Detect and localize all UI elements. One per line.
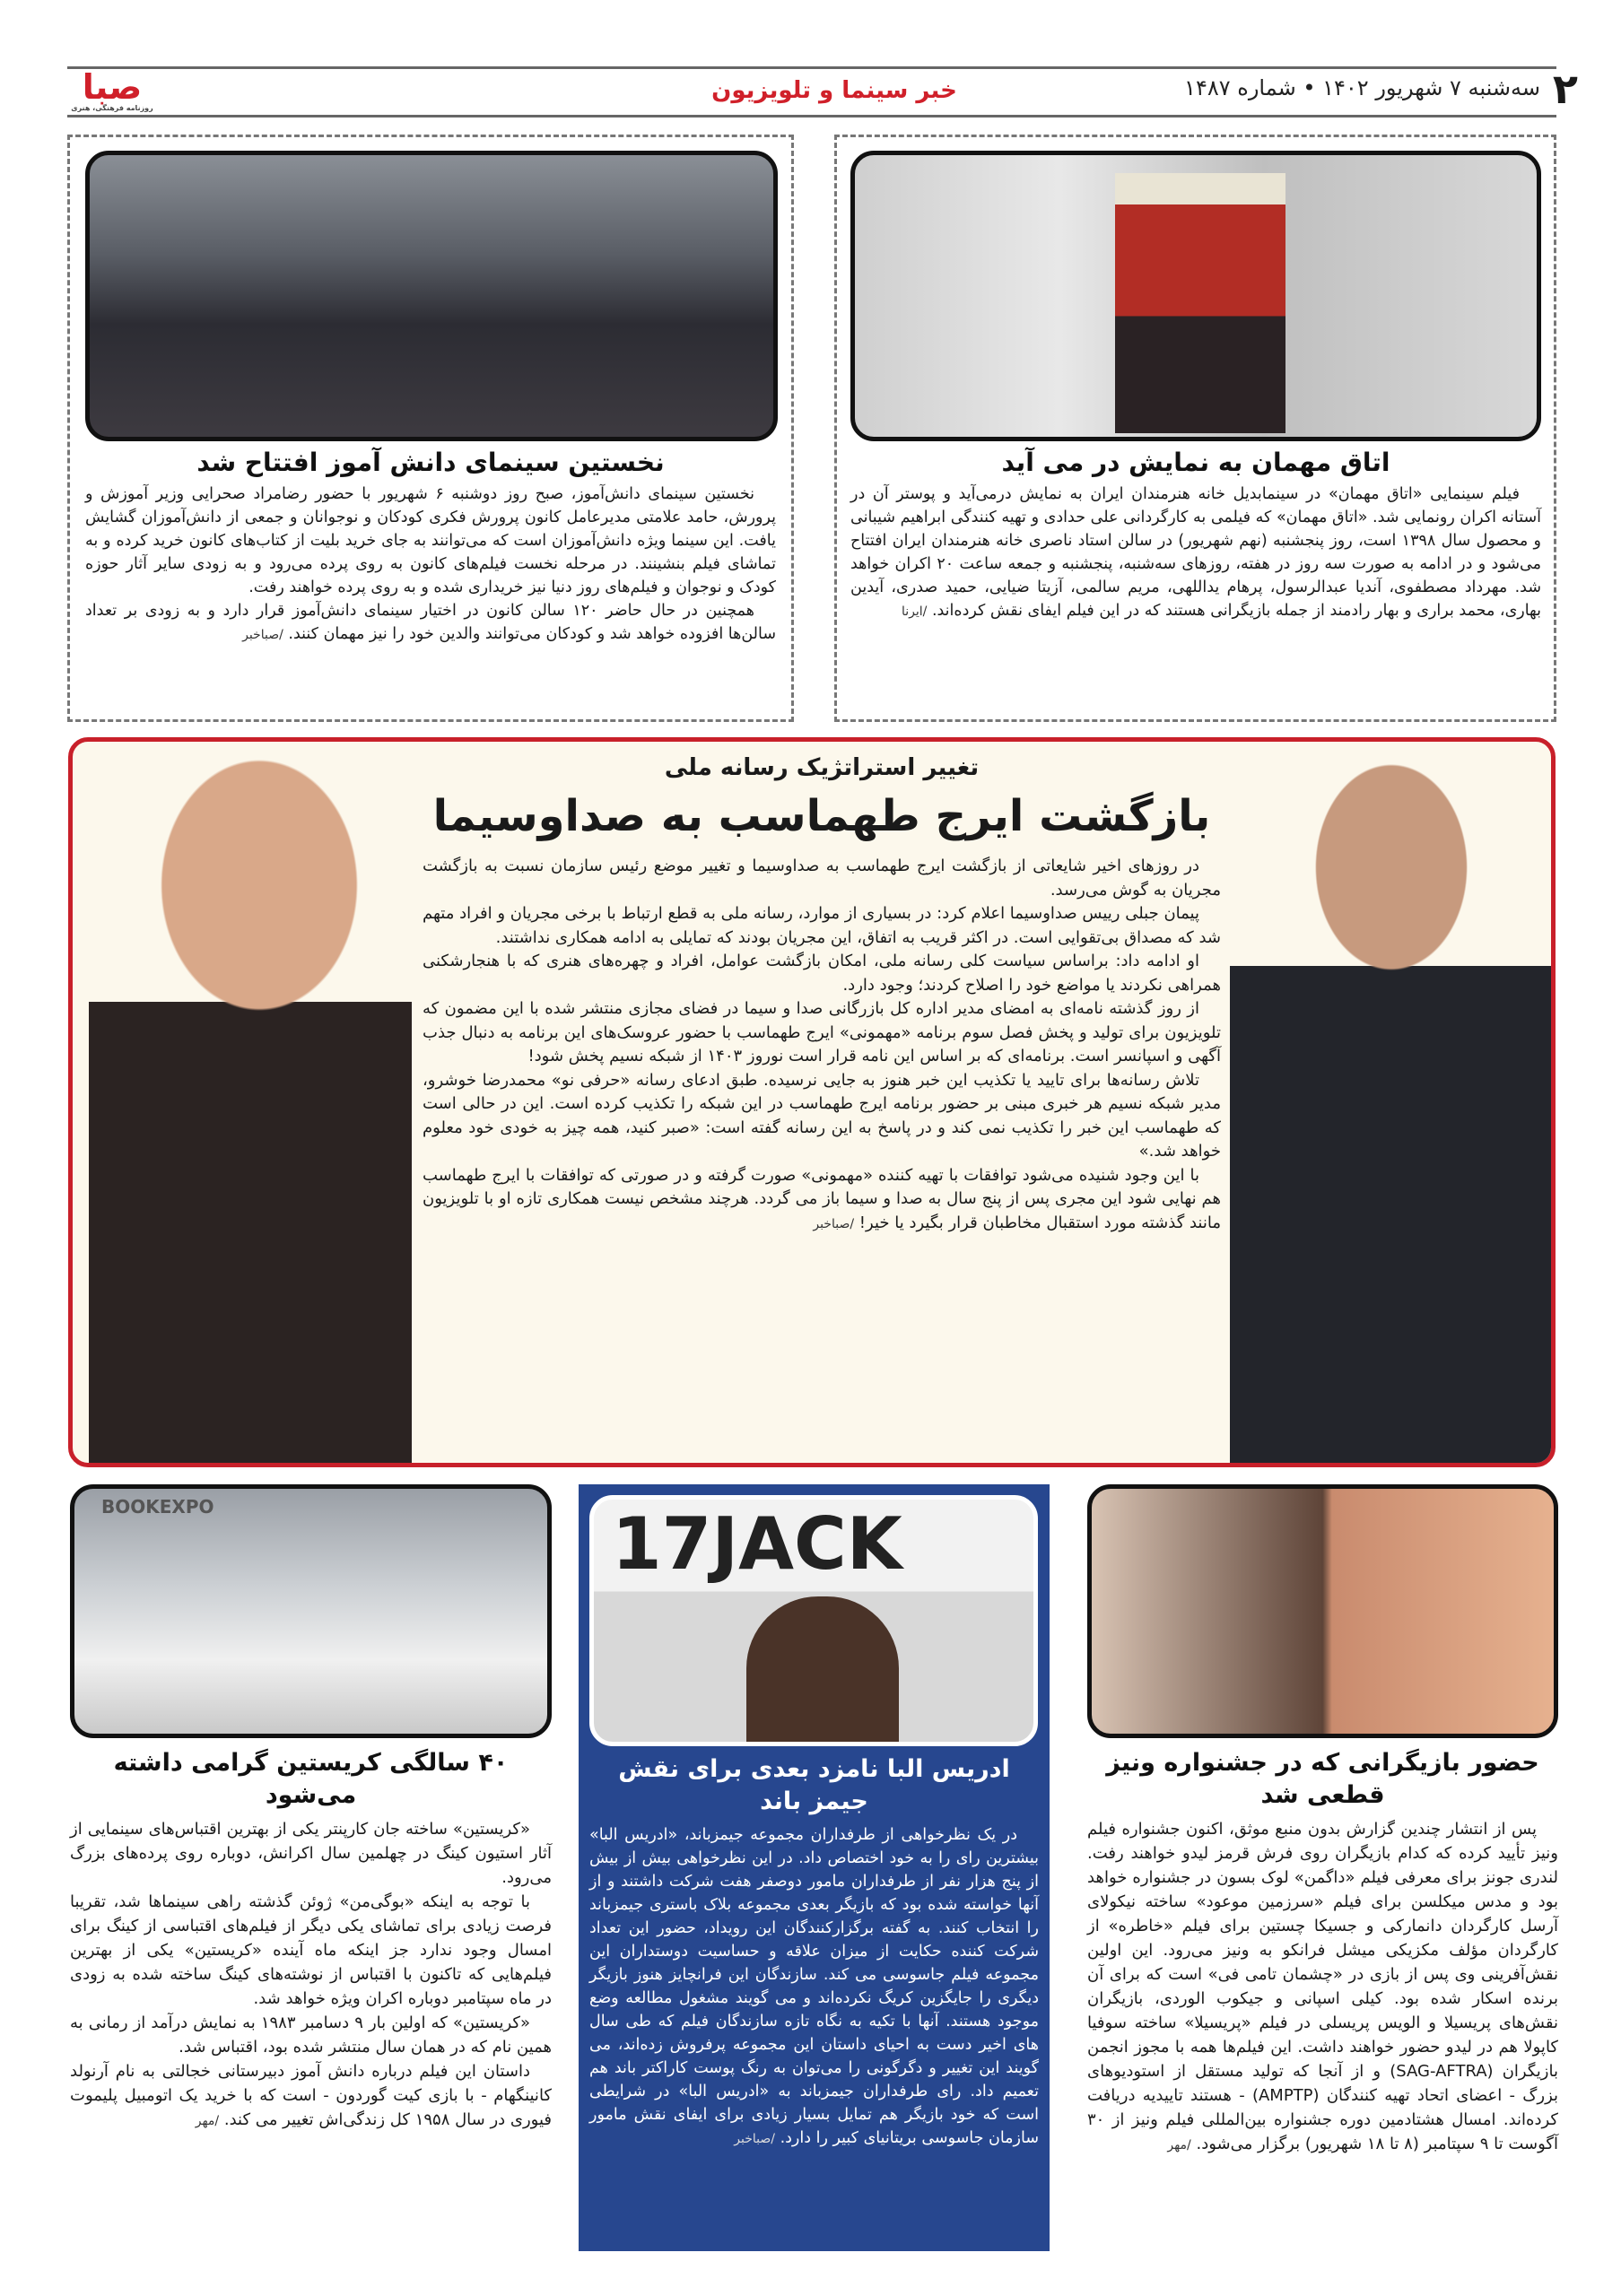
article-venice bbox=[1087, 1747, 1558, 2158]
article-christine bbox=[70, 1747, 552, 2134]
article-guest-room bbox=[850, 447, 1541, 623]
source-credit: /صباخبر bbox=[813, 1216, 855, 1231]
source-credit: /صباخبر bbox=[734, 2132, 775, 2146]
cinema-opening-photo bbox=[85, 151, 778, 441]
header-top-rule bbox=[67, 66, 1556, 69]
section-title: خبر سینما و تلویزیون bbox=[711, 77, 957, 104]
peyman-jebelli-photo bbox=[1230, 751, 1553, 1467]
headline-christine: ۴۰ سالگی کریستین گرامی داشته می‌شود bbox=[113, 1749, 509, 1809]
stephen-king-photo bbox=[70, 1484, 552, 1738]
feature-body: در روزهای اخیر شایعاتی از بازگشت ایرج طهماسب به صداوسیما و تغییر موضع رئیس سازمان نسبت به بازگشت مجریان به گوش می‌رسد. پیمان جبلی رییس صداوسیما اعلام کرد: در بسیاری از موارد، رسانه ملی به قطع ارتباط با برخی مجریان و افراد متهم شد که مصداق بی‌تقوایی است. در اکثر قریب به اتفاق، این مجریان بودند که تمایلی به ادامه همکاری نداشتند. او ادامه داد: براساس سیاست کلی رسانه ملی، امکان بازگشت عوامل، افراد و چهره‌های هنری که با هنجارشکنی همراهی نکردند یا مواضع خود را اصلاح کردند؛ وجود دارد. از روز گذشته نامه‌ای به امضای مدیر اداره کل بازرگانی صدا و سیما در فضای مجازی منتشر شده با این مضمون که تلویزیون برای تولید و پخش فصل سوم برنامه «مهمونی» ایرج طهماسب با حضور عروسک‌های این برنامه به دنبال جذب آگهی و اسپانسر است. برنامه‌ای که بر اساس این نامه قرار است نوروز ۱۴۰۳ از شبکه نسیم پخش شود! تلاش رسانه‌ها برای تایید یا تکذیب این خبر هنوز به جایی نرسیده. طبق ادعای رسانه «حرفی نو» محمدرضا خوشرو، مدیر شبکه نسیم هر خبری مبنی بر حضور برنامه ایرج طهماسب در این شبکه را تکذیب کرده است. این در حالی است که طهماسب این خبر را تکذیب نمی کند و در پاسخ به این رسانه گفته است: «صبر کنید، همه چیز به خودی خود معلوم خواهد شد.» با این وجود شنیده می‌شود توافقات با تهیه کننده «مهمونی» صورت گرفته و در صورتی که توافقات با ایرج طهماسب هم نهایی شود این مجری پس از پنج سال به صدا و سیما باز می گردد. هرچند مشخص نیست همکاری تازه او با تلویزیون مانند گذشته مورد استقبال مخاطبان قرار بگیرد یا خیر! /صباخبر bbox=[423, 857, 1221, 1232]
headline-idris-elba: ادریس البا نامزد بعدی برای نقش جیمز باند bbox=[618, 1755, 1010, 1815]
venice-actors-photo bbox=[1087, 1484, 1558, 1738]
article-body-idris-elba: در یک نظرخواهی از طرفداران مجموعه جیمزباند، «ادریس البا» بیشترین رای را به خود اختصاص داد. در این نظرخواهی بیش از بیش از پنج هزار نفر از طرفداران مامور دوصفر هفت شرکت داشتند و از آنها خواسته شده بود که بازیگر بعدی مجموعه بلاک باستری جیمزباند را انتخاب کنند. به گفته برگزارکنندگان این رویداد، حضور این تعداد شرکت کننده حکایت از میزان علاقه و حساسیت دوستداران این مجموعه فیلم جاسوسی می کند. سازندگان این فرانچایز هنوز بازیگر دیگری را جایگزین کریگ نکرده‌اند و می گویند مشغول مطالعه وضع موجود هستند. آنها با تکیه به نگاه تازه سازندگان فیلم که طی سال های اخیر دست به احیای داستان این مجموعه پرفروش زده‌اند، می گویند این تغییر و دگرگونی را می‌توان به رنگ پوست کاراکتر باند هم تعمیم داد. رای طرفداران جیمزباند به «ادریس البا» در شرایطی است که خود بازیگر هم تمایل بسیار زیادی برای ایفای نقش مامور سازمان جاسوسی بریتانیای کبیر را دارد. /صباخبر bbox=[589, 1826, 1039, 2147]
newspaper-logo[interactable] bbox=[63, 67, 161, 113]
photo-backdrop-text: BOOKEXPO bbox=[101, 1496, 214, 1518]
article-idris-elba bbox=[589, 1753, 1039, 2151]
feature-text-column bbox=[423, 752, 1221, 1236]
photo-backdrop-text: 17JACK bbox=[612, 1502, 902, 1586]
page-number: ۲ bbox=[1552, 65, 1578, 113]
feature-kicker: تغییر استراتژیک رسانه ملی bbox=[664, 754, 980, 781]
source-credit: /مهر bbox=[1167, 2138, 1191, 2152]
idris-elba-photo bbox=[589, 1495, 1038, 1746]
headline-student-cinema: نخستین سینمای دانش آموز افتتاح شد bbox=[196, 448, 665, 477]
iraj-tahmasb-photo bbox=[89, 751, 412, 1467]
article-body-student-cinema: نخستین سینمای دانش‌آموز، صبح روز دوشنبه ۶ شهریور با حضور رضامراد صحرایی وزیر آموزش و پرورش، حامد علامتی مدیرعامل کانون پرورش فکری کودکان و نوجوانان و جمعی از دانش‌آموزان گشایش یافت. این سینما ویژه دانش‌آموزان است که می‌توانند به جای خرید بلیت از کتاب‌های کانون خرید کرده و به تماشای فیلم بنشینند. در مرحله نخست فیلم‌های کانون به روی پرده می‌رود و به زودی سایر آثار حوزه کودک و نوجوان و فیلم‌های روز دنیا نیز خریداری شده و به روی پرده خواهند رفت. همچنین در حال حاضر ۱۲۰ سالن کانون در اختیار سینمای دانش‌آموز قرار دارد و به زودی بر تعداد سالن‌ها افزوده خواهد شد و کودکان می‌توانند والدین خود را نیز مهمان کنند. /صباخبر bbox=[85, 485, 776, 643]
logo-tagline: روزنامه فرهنگی، هنری bbox=[71, 104, 153, 112]
feature-headline: بازگشت ایرج طهماسب به صداوسیما bbox=[432, 791, 1211, 841]
header-bottom-rule bbox=[67, 115, 1556, 117]
article-body-christine: «کریستین» ساخته جان کارپنتر یکی از بهترین اقتباس‌های سینمایی از آثار استیون کینگ در چهلمین سال اکرانش، دوباره روی پرده‌های بزرگ می‌رود. با توجه به اینکه «بوگی‌من» ژوئن گذشته راهی سینماها شد، تقریبا فرصت زیادی برای تماشای یکی دیگر از فیلم‌های اقتباسی از کینگ برای امسال وجود ندارد جز اینکه ماه آینده «کریستین» یکی از بهترین فیلم‌هایی که تاکنون با اقتباس از نوشته‌های کینگ ساخته شده به زودی در ماه سپتامبر دوباره اکران ویژه خواهد شد. «کریستین» که اولین بار ۹ دسامبر ۱۹۸۳ به نمایش درآمد از رمانی به همین نام که در همان سال منتشر شده بود، اقتباس شد. داستان این فیلم درباره دانش آموز دبیرستانی خجالتی به نام آرنولد کانینگهام - با بازی کیت گوردون - است که با خرید یک اتومبیل پلیموت فیوری در سال ۱۹۵۸ کل زندگی‌اش تغییر می کند. /مهر bbox=[70, 1820, 552, 2129]
logo-text: صبا bbox=[82, 67, 143, 107]
article-student-cinema bbox=[85, 447, 776, 647]
source-credit: /مهر bbox=[195, 2114, 220, 2128]
poster-photo bbox=[850, 151, 1541, 441]
film-poster-image bbox=[1115, 173, 1285, 433]
source-credit: /صباخبر bbox=[242, 628, 283, 642]
feature-article-box bbox=[68, 737, 1556, 1467]
source-credit: /ایرنا bbox=[901, 604, 928, 619]
issue-date: سه‌شنبه ۷ شهریور ۱۴۰۲ • شماره ۱۴۸۷ bbox=[1184, 75, 1540, 100]
article-body-guest-room: فیلم سینمایی «اتاق مهمان» در سینمابدیل خانه هنرمندان ایران به نمایش درمی‌آید و پوستر آن در آستانه اکران رونمایی شد. «اتاق مهمان» که فیلمی به کارگردانی علی حدادی و تهیه کنندگی ابراهیم شیبانی و محصول سال ۱۳۹۸ است، روز پنجشنبه (نهم شهریور) در سالن استاد ناصری خانه هنرمندان ایران افتتاح می‌شود و در ادامه به صورت سه روز در هفته، روزهای سه‌شنبه، پنجشنبه و جمعه ساعت ۲۰ اکران خواهد شد. مهرداد مصطفوی، آندیا عبدالرسول، پرهام یداللهی، مریم سالمی، آزیتا ضیایی، حمید صدری، آیدین بهاری، محمد براری و بهار رادمند از جمله بازیگرانی هستند که در این فیلم ایفای نقش کرده‌اند. /ایرنا bbox=[850, 485, 1541, 620]
headline-guest-room: اتاق مهمان به نمایش در می آید bbox=[1001, 448, 1390, 477]
headline-venice: حضور بازیگرانی که در جشنواره ونیز قطعی شد bbox=[1106, 1749, 1539, 1809]
portrait bbox=[746, 1596, 899, 1746]
article-body-venice: پس از انتشار چندین گزارش بدون منبع موثق، اکنون جشنواره فیلم ونیز تأیید کرده که کدام بازیگران روی فرش قرمز لیدو خواهند رفت. لندری جونز برای معرفی فیلم «داگمن» لوک بسون در جشنواره خواهد بود و مدس میکلسن برای فیلم «سرزمین موعود» ساخته نیکولای آرسل کارگردان دانمارکی و جسیکا چستین برای فیلم «خاطره» از کارگردان مؤلف مکزیکی میشل فرانکو به ونیز می‌رود. این اولین نقش‌آفرینی وی پس از بازی در «چشمان تامی فی» است که برای آن برنده اسکار شده بود. کیلی اسپانی و جیکوب الوردی، بازیگران نقش‌های پریسیلا و الویس پریسلی در فیلم «پریسیلا» ساخته سوفیا کاپولا هم در لیدو حضور خواهند داشت. این فیلم‌ها همه با مجوز انجمن بازیگران (SAG-AFTRA) و از آنجا که تولید مستقل از استودیوهای بزرگ - اعضای اتحاد تهیه کنندگان (AMPTP) - هستند تاییدیه دریافت کرده‌اند. امسال هشتادمین دوره جشنواره بین‌المللی فیلم ونیز از ۳۰ آگوست تا ۹ سپتامبر (۸ تا ۱۸ شهریور) برگزار می‌شود. /مهر bbox=[1087, 1820, 1559, 2153]
article-box-idris-elba bbox=[579, 1484, 1050, 2251]
